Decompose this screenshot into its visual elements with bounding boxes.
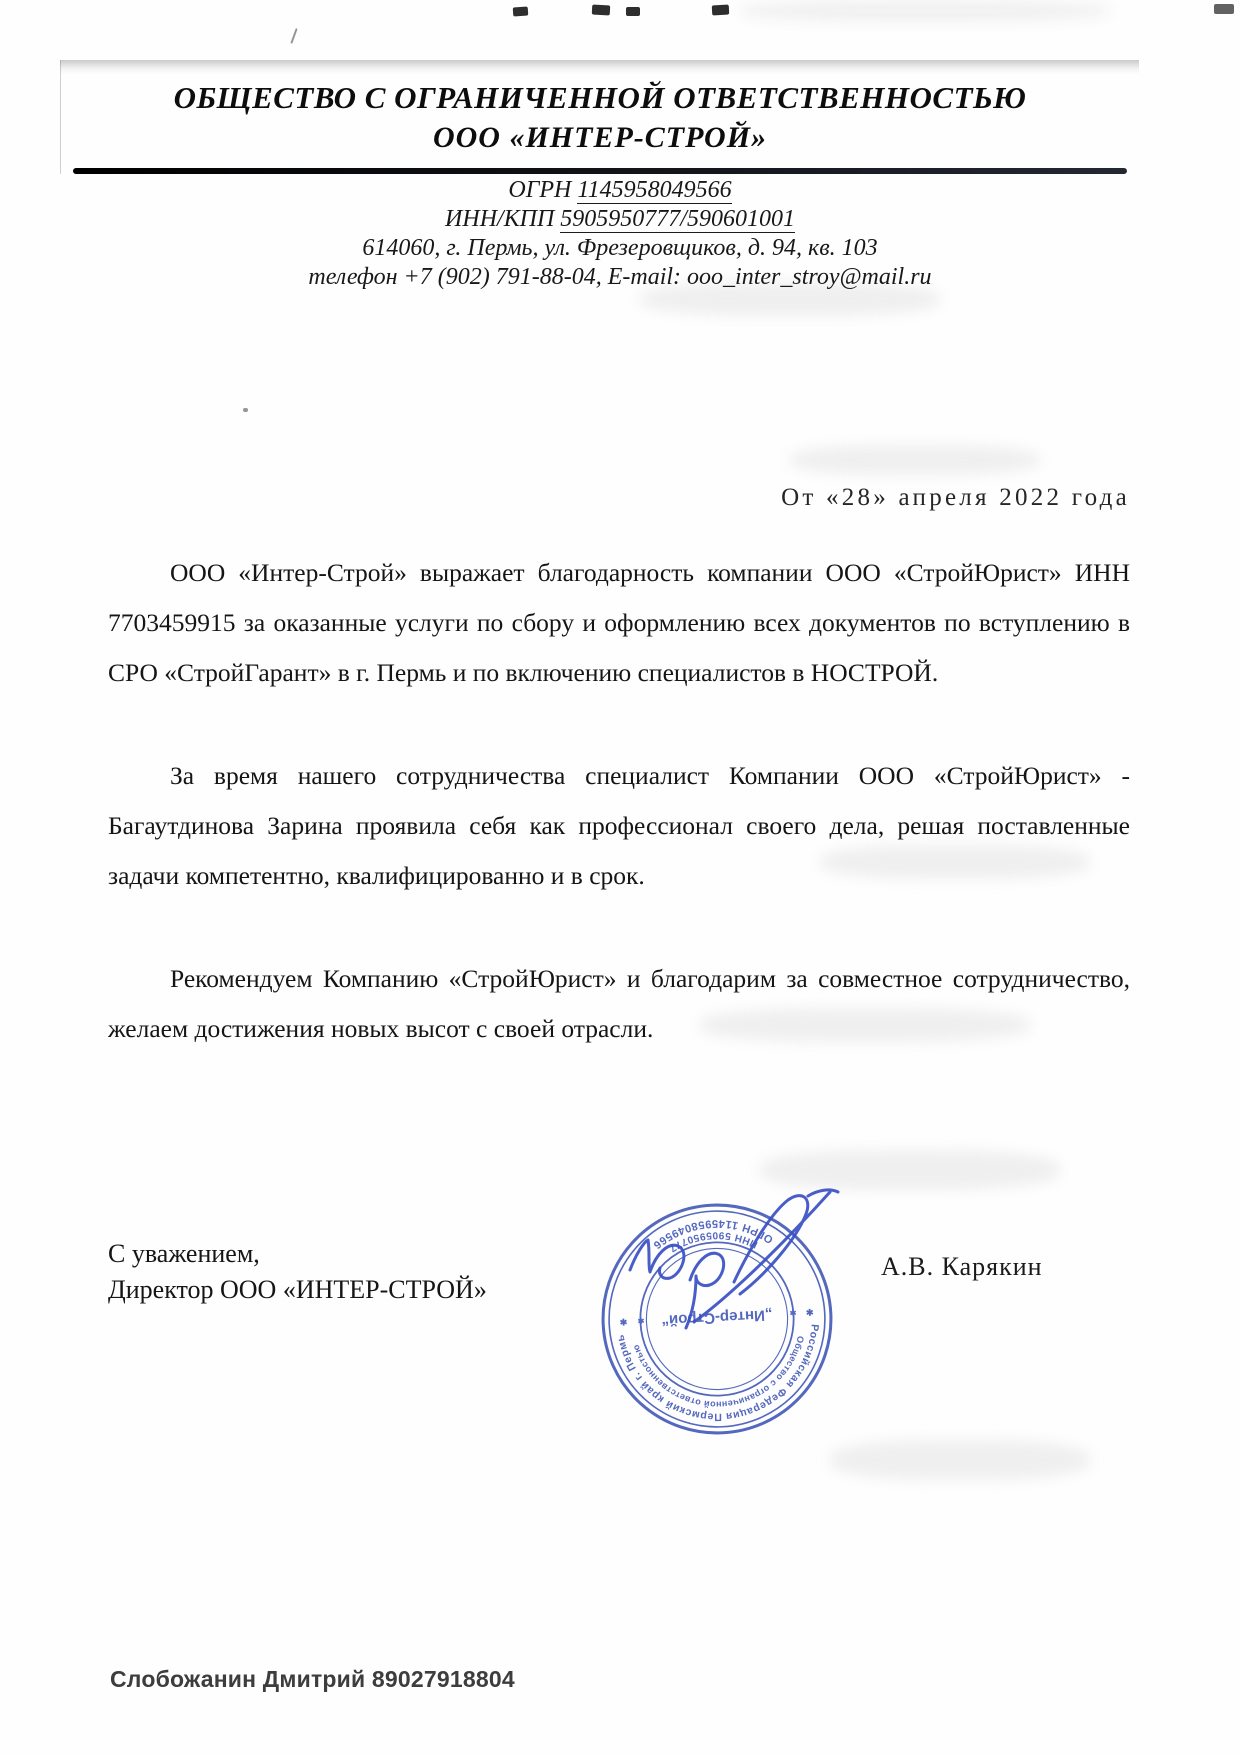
phone-email-line: телефон +7 (902) 791-88-04, E-mail: ooo_inter_stroy@mail.ru [308, 264, 932, 290]
svg-text:Общество с ограниченной ответс: Общество с ограниченной ответственностью [630, 1334, 806, 1410]
svg-text:✱: ✱ [805, 1306, 814, 1318]
scan-artifact [1214, 4, 1234, 14]
company-legal-form: ОБЩЕСТВО С ОГРАНИЧЕННОЙ ОТВЕТСТВЕННОСТЬЮ [173, 80, 1027, 115]
svg-text:✱: ✱ [789, 1307, 797, 1318]
contact-block [0, 176, 1240, 292]
letter-date: От «28» апреля 2022 года [781, 484, 1130, 511]
scan-artifact [290, 28, 297, 44]
inn-kpp-label: ИНН/КПП [445, 206, 561, 232]
inn-kpp-value: 5905950777/590601001 [560, 206, 795, 232]
stamp-center-text: „Интер-Строй“ [660, 1306, 773, 1329]
company-name: ООО «ИНТЕР-СТРОЙ» [432, 121, 768, 154]
signoff-respect-line: С уважением, [108, 1239, 260, 1268]
scan-artifact [830, 1440, 1090, 1480]
scan-artifact [790, 445, 1040, 475]
svg-text:Российская Федерация Пермский: Российская Федерация Пермский край г. Пермь [614, 1323, 821, 1423]
director-name: А.В. Карякин [881, 1252, 1043, 1281]
ogrn-value: 1145958049566 [577, 177, 732, 203]
svg-text:ОГРН 1145958049566: ОГРН 1145958049566 [650, 1217, 776, 1252]
scan-artifact [513, 6, 529, 16]
svg-text:✱: ✱ [619, 1316, 628, 1328]
address-line: 614060, г. Пермь, ул. Фрезеровщиков, д. 94, кв. 103 [362, 235, 878, 261]
scan-artifact [592, 5, 610, 16]
director-signature [598, 1162, 898, 1362]
ogrn-label: ОГРН [508, 177, 578, 203]
paragraph: Рекомендуем Компанию «СтройЮрист» и благодарим за совместное сотрудничество, желаем достижения новых высот с своей отрасли. [108, 964, 1130, 1043]
svg-text:✱: ✱ [637, 1315, 645, 1326]
signoff-block [108, 1236, 487, 1308]
letterhead-rule [73, 168, 1127, 174]
scan-artifact [712, 5, 730, 16]
ogrn-line [0, 176, 1240, 205]
inn-kpp-line [0, 205, 1240, 234]
svg-text:ИНН 5905950777: ИНН 5905950777 [666, 1229, 760, 1255]
letter-body [108, 548, 1130, 1107]
signoff-director-line: Директор ООО «ИНТЕР-СТРОЙ» [108, 1275, 487, 1304]
scan-artifact [740, 0, 1110, 22]
letterhead [60, 60, 1139, 174]
scan-artifact [243, 408, 248, 412]
scan-artifact [626, 7, 640, 16]
paragraph: ООО «Интер-Строй» выражает благодарность компании ООО «СтройЮрист» ИНН 7703459915 за оказанные услуги по сбору и оформлению всех документов по вступлению в СРО «СтройГарант» в г. Пермь и по включению специалистов в НОСТРОЙ. [108, 558, 1130, 687]
paragraph: За время нашего сотрудничества специалист Компании ООО «СтройЮрист» - Багаутдинова Зарина проявила себя как профессионал своего дела, решая поставленные задачи компетентно, квалифицированно и в срок. [108, 761, 1130, 890]
footer-contact: Слобожанин Дмитрий 89027918804 [110, 1666, 515, 1692]
